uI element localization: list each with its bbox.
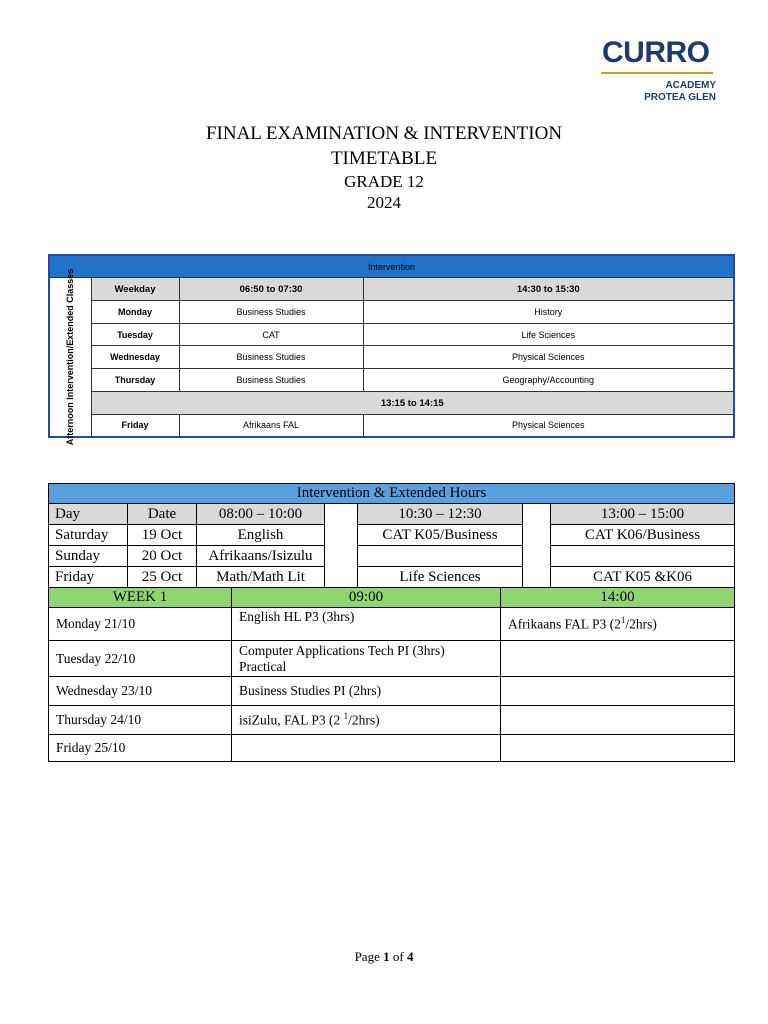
table-row	[49, 301, 734, 324]
date-cell: 25 Oct	[128, 567, 197, 588]
date-cell: 19 Oct	[128, 525, 197, 546]
slot-cell: English	[197, 525, 325, 546]
column-header: 14:30 to 15:30	[363, 278, 734, 301]
weekday-cell: Tuesday	[91, 324, 179, 346]
exam-text: /2hrs)	[348, 712, 380, 728]
afternoon-exam-cell	[501, 677, 735, 706]
weekday-cell: Friday	[91, 415, 179, 437]
column-header: Day	[49, 504, 128, 525]
day-cell: Wednesday 23/10	[49, 677, 232, 706]
exam-text: Computer Applications Tech PI (3hrs)	[239, 642, 445, 658]
time-header: 09:00	[232, 588, 501, 608]
day-cell: Monday 21/10	[49, 608, 232, 641]
page-number: 1	[383, 949, 390, 964]
slot-cell	[551, 546, 735, 567]
footer-text: Page	[354, 949, 384, 964]
logo-sub-campus: PROTEA GLEN	[644, 92, 716, 103]
morning-cell: Business Studies	[179, 346, 363, 369]
table-row	[49, 324, 734, 346]
intervention-table	[48, 254, 735, 446]
afternoon-exam-cell	[501, 641, 735, 677]
slot-cell: Afrikaans/Isizulu	[197, 546, 325, 567]
afternoon-exam-cell	[501, 608, 735, 641]
column-header: 13:00 – 15:00	[551, 504, 735, 525]
time-header: 14:00	[501, 588, 735, 608]
exam-text-line2: Practical	[239, 658, 287, 674]
footer-text: of	[389, 949, 407, 964]
exam-text: Afrikaans FAL P3 (2	[508, 616, 621, 632]
day-cell: Thursday 24/10	[49, 706, 232, 735]
fraction-numerator: 1	[343, 711, 349, 722]
spacer-cell	[325, 546, 358, 567]
day-cell: Friday	[49, 567, 128, 588]
slot-cell: Life Sciences	[358, 567, 523, 588]
grade-label: GRADE 12	[344, 172, 424, 191]
document-title: FINAL EXAMINATION & INTERVENTION	[205, 123, 563, 144]
weekday-cell: Wednesday	[91, 346, 179, 369]
afternoon-cell: Geography/Accounting	[363, 369, 734, 392]
morning-cell: Business Studies	[179, 301, 363, 324]
column-header: 10:30 – 12:30	[358, 504, 523, 525]
morning-exam-cell	[232, 735, 501, 762]
table-row	[49, 546, 735, 567]
table-row	[49, 608, 735, 641]
curro-logo	[582, 28, 734, 108]
exam-week-table	[48, 587, 735, 762]
extended-hours-table	[48, 483, 735, 588]
afternoon-cell: Physical Sciences	[363, 415, 734, 437]
table-row	[49, 525, 735, 546]
column-header: Weekday	[91, 278, 179, 301]
document-title-line2: TIMETABLE	[330, 148, 438, 169]
week-header: WEEK 1	[49, 588, 232, 608]
weekday-cell: Monday	[91, 301, 179, 324]
page-footer	[0, 949, 768, 965]
spacer-cell	[523, 525, 551, 546]
day-cell: Sunday	[49, 546, 128, 567]
morning-cell: CAT	[179, 324, 363, 346]
table-row	[49, 677, 735, 706]
year-label: 2024	[367, 193, 401, 212]
column-header: 06:50 to 07:30	[179, 278, 363, 301]
spacer-cell	[325, 567, 358, 588]
slot-cell: CAT K06/Business	[551, 525, 735, 546]
spacer-cell	[523, 567, 551, 588]
side-label: Afternoon Intervention/Extended Classes	[65, 268, 76, 446]
table-row	[49, 346, 734, 369]
afternoon-exam-cell	[501, 735, 735, 762]
fraction-numerator: 1	[620, 615, 626, 626]
day-cell: Tuesday 22/10	[49, 641, 232, 677]
table-row	[49, 567, 735, 588]
logo-wordmark: CURRO	[602, 36, 710, 69]
slot-cell	[358, 546, 523, 567]
logo-underline	[601, 72, 713, 74]
table-row	[49, 735, 735, 762]
morning-exam-cell: English HL P3 (3hrs)	[232, 608, 501, 641]
spacer-cell	[523, 546, 551, 567]
column-header: 08:00 – 10:00	[197, 504, 325, 525]
morning-exam-cell: Business Studies PI (2hrs)	[232, 677, 501, 706]
table-row	[49, 706, 735, 735]
exam-text: /2hrs)	[625, 616, 657, 632]
table-row	[49, 641, 735, 677]
afternoon-exam-cell	[501, 706, 735, 735]
morning-cell: Afrikaans FAL	[179, 415, 363, 437]
slot-cell: CAT K05 &K06	[551, 567, 735, 588]
exam-text: isiZulu, FAL P3 (2	[239, 712, 344, 728]
weekday-cell: Thursday	[91, 369, 179, 392]
table-row	[49, 369, 734, 392]
table-row	[49, 415, 734, 437]
friday-time-header: 13:15 to 14:15	[91, 392, 734, 415]
afternoon-cell: Life Sciences	[363, 324, 734, 346]
intervention-header: Intervention	[49, 255, 734, 278]
slot-cell: Math/Math Lit	[197, 567, 325, 588]
afternoon-cell: History	[363, 301, 734, 324]
day-cell: Saturday	[49, 525, 128, 546]
slot-cell: CAT K05/Business	[358, 525, 523, 546]
date-cell: 20 Oct	[128, 546, 197, 567]
extended-header: Intervention & Extended Hours	[49, 484, 735, 504]
morning-exam-cell	[232, 706, 501, 735]
logo-sub-academy: ACADEMY	[665, 80, 716, 91]
side-label-cell	[49, 268, 91, 446]
morning-cell: Business Studies	[179, 369, 363, 392]
spacer-cell	[523, 504, 551, 525]
page-total: 4	[406, 949, 414, 964]
day-cell: Friday 25/10	[49, 735, 232, 762]
morning-exam-cell	[232, 641, 501, 677]
afternoon-cell: Physical Sciences	[363, 346, 734, 369]
spacer-cell	[325, 504, 358, 525]
column-header: Date	[128, 504, 197, 525]
spacer-cell	[325, 525, 358, 546]
